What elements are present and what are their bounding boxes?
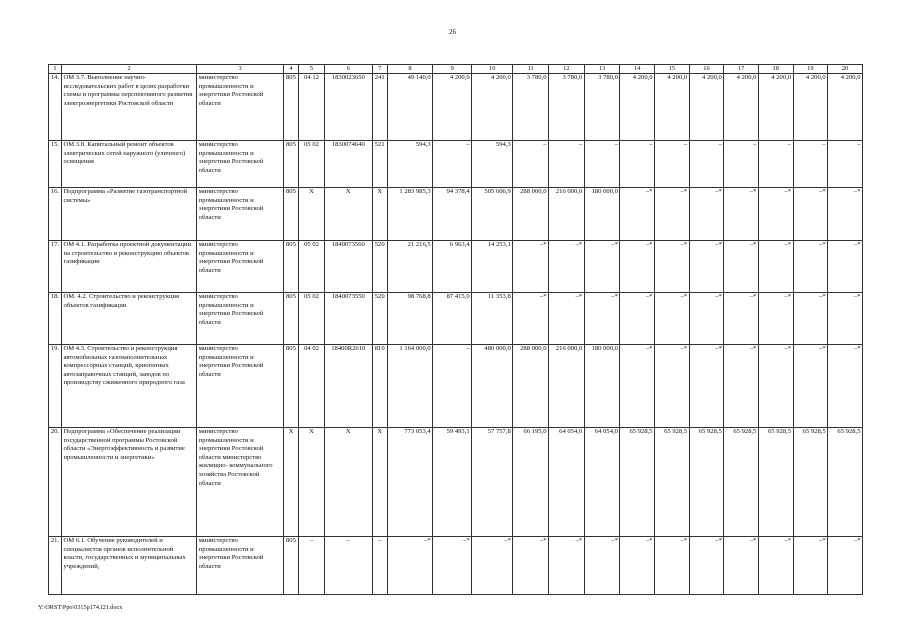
- table-cell: 4 200,0: [620, 74, 655, 141]
- file-path-footer: Y:\ORST\Ppo\0315p174.f21.docx: [38, 604, 123, 611]
- column-number-11: 11: [513, 65, 549, 74]
- responsible-executor: министерство промышленности и энергетики Ростовской области: [197, 74, 284, 141]
- table-cell: 66 195,0: [513, 428, 549, 537]
- responsible-executor: министерство промышленности и энергетики Ростовской области: [197, 345, 284, 428]
- table-cell: 05 02: [299, 293, 325, 345]
- table-cell: 04 12: [299, 74, 325, 141]
- table-cell: 4 200,0: [828, 74, 863, 141]
- table-cell: 1 283 985,3: [387, 188, 432, 241]
- table-cell: –*: [655, 537, 690, 595]
- table-cell: –*: [549, 241, 585, 293]
- page-number: 26: [449, 28, 456, 36]
- measure-name: ОМ 3.7. Выполнение научно- исследовательских работ в целях разработки схемы и программы перспективного развития электроэнергетики Ростовской области: [61, 74, 196, 141]
- table-cell: –: [433, 345, 472, 428]
- table-cell: 05 02: [299, 141, 325, 188]
- table-cell: 805: [283, 293, 298, 345]
- table-cell: –: [724, 141, 759, 188]
- table-cell: 98 768,8: [387, 293, 432, 345]
- table-cell: –*: [724, 188, 759, 241]
- table-body: [49, 65, 863, 595]
- table-cell: 4 200,0: [655, 74, 690, 141]
- table-cell: –: [828, 141, 863, 188]
- table-cell: 94 378,4: [433, 188, 472, 241]
- table-cell: –*: [724, 345, 759, 428]
- table-cell: –*: [472, 537, 513, 595]
- table-cell: 288 000,0: [513, 188, 549, 241]
- table-cell: 64 054,0: [584, 428, 620, 537]
- table-cell: 14 253,1: [472, 241, 513, 293]
- column-number-4: 4: [283, 65, 298, 74]
- table-cell: –*: [828, 188, 863, 241]
- table-cell: –*: [620, 293, 655, 345]
- row-number: 16.: [49, 188, 62, 241]
- row-number: 14.: [49, 74, 62, 141]
- table-cell: X: [372, 188, 387, 241]
- table-cell: 4 200,0: [758, 74, 793, 141]
- table-cell: –*: [513, 241, 549, 293]
- column-number-16: 16: [689, 65, 724, 74]
- column-number-1: 1: [49, 65, 62, 74]
- table-cell: 4 200,0: [472, 74, 513, 141]
- table-row: [49, 241, 863, 293]
- table-cell: 594,3: [387, 141, 432, 188]
- table-cell: 65 928,5: [793, 428, 828, 537]
- table-cell: –*: [724, 241, 759, 293]
- table-cell: 288 000,0: [513, 345, 549, 428]
- row-number: 18.: [49, 293, 62, 345]
- table-cell: 216 000,0: [549, 345, 585, 428]
- table-cell: –*: [793, 241, 828, 293]
- table-cell: 773 053,4: [387, 428, 432, 537]
- table-cell: –: [324, 537, 372, 595]
- column-number-12: 12: [549, 65, 585, 74]
- table-cell: 805: [283, 188, 298, 241]
- column-number-10: 10: [472, 65, 513, 74]
- table-cell: 805: [283, 537, 298, 595]
- table-cell: 4 200,0: [689, 74, 724, 141]
- table-cell: –*: [828, 241, 863, 293]
- table-cell: 520: [372, 293, 387, 345]
- table-cell: 6 963,4: [433, 241, 472, 293]
- column-number-5: 5: [299, 65, 325, 74]
- table-cell: 65 928,5: [724, 428, 759, 537]
- column-number-row: [49, 65, 863, 74]
- table-cell: 65 928,5: [828, 428, 863, 537]
- measure-name: ОМ 4.1. Разработка проектной документации на строительство и реконструкцию объектов газификации: [61, 241, 196, 293]
- column-number-8: 8: [387, 65, 432, 74]
- column-number-18: 18: [758, 65, 793, 74]
- table-cell: X: [324, 428, 372, 537]
- table-cell: –*: [513, 293, 549, 345]
- table-cell: –*: [724, 537, 759, 595]
- responsible-executor: министерство промышленности и энергетики Ростовской области: [197, 141, 284, 188]
- table-cell: 57 757,8: [472, 428, 513, 537]
- table-cell: –*: [620, 537, 655, 595]
- table-cell: 59 493,1: [433, 428, 472, 537]
- table-cell: 1840073560: [324, 241, 372, 293]
- table-cell: –: [299, 537, 325, 595]
- row-number: 17.: [49, 241, 62, 293]
- table-cell: –: [584, 141, 620, 188]
- table-cell: –: [620, 141, 655, 188]
- table-cell: 180 000,0: [584, 188, 620, 241]
- table-cell: 65 928,5: [758, 428, 793, 537]
- table-cell: X: [324, 188, 372, 241]
- table-cell: –*: [793, 188, 828, 241]
- table-cell: 805: [283, 345, 298, 428]
- table-cell: –*: [655, 241, 690, 293]
- table-cell: 241: [372, 74, 387, 141]
- table-cell: 87 415,0: [433, 293, 472, 345]
- table-cell: 594,3: [472, 141, 513, 188]
- table-cell: –*: [724, 293, 759, 345]
- table-cell: –: [793, 141, 828, 188]
- table-cell: 65 928,5: [620, 428, 655, 537]
- table-cell: –*: [584, 537, 620, 595]
- table-cell: –*: [433, 537, 472, 595]
- table-cell: 4 200,0: [724, 74, 759, 141]
- table-cell: 1840073550: [324, 293, 372, 345]
- table-cell: –*: [689, 293, 724, 345]
- measure-name: Подпрограмма «Обеспечение реализации государственной программы Ростовской области «Энергоэффективность и развитие промышленности и энергетики»: [61, 428, 196, 537]
- table-cell: 3 780,0: [584, 74, 620, 141]
- table-cell: 21 216,5: [387, 241, 432, 293]
- column-number-9: 9: [433, 65, 472, 74]
- table-cell: 480 000,0: [472, 345, 513, 428]
- table-cell: –*: [655, 345, 690, 428]
- table-row: [49, 537, 863, 595]
- row-number: 15.: [49, 141, 62, 188]
- measure-name: ОМ 4.3. Строительство и реконструкция автомобильных газонаполнительных компрессорных станций, криогенных автозаправочных станций, заводов по производству сжиженного природного газа: [61, 345, 196, 428]
- table-cell: –: [655, 141, 690, 188]
- table-cell: –*: [620, 188, 655, 241]
- table-cell: –*: [689, 345, 724, 428]
- table-cell: –*: [758, 345, 793, 428]
- table-cell: X: [283, 428, 298, 537]
- table-cell: –*: [689, 241, 724, 293]
- row-number: 19.: [49, 345, 62, 428]
- table-cell: 1 164 000,0: [387, 345, 432, 428]
- table-cell: 1830023650: [324, 74, 372, 141]
- table-cell: 505 606,9: [472, 188, 513, 241]
- table-cell: 520: [372, 241, 387, 293]
- table-cell: –*: [387, 537, 432, 595]
- responsible-executor: министерство промышленности и энергетики Ростовской области: [197, 188, 284, 241]
- column-number-17: 17: [724, 65, 759, 74]
- table-cell: –*: [793, 537, 828, 595]
- table-cell: –: [689, 141, 724, 188]
- table-cell: –*: [620, 241, 655, 293]
- table-cell: 810: [372, 345, 387, 428]
- table-cell: –*: [655, 188, 690, 241]
- table-cell: 49 140,0: [387, 74, 432, 141]
- table-row: [49, 188, 863, 241]
- table-cell: –*: [793, 293, 828, 345]
- table-cell: 64 054,0: [549, 428, 585, 537]
- responsible-executor: министерство промышленности и энергетики Ростовской области: [197, 293, 284, 345]
- table-row: [49, 293, 863, 345]
- table-cell: 18400R2610: [324, 345, 372, 428]
- table-cell: –*: [689, 537, 724, 595]
- row-number: 21.: [49, 537, 62, 595]
- table-cell: –*: [828, 345, 863, 428]
- table-row: [49, 428, 863, 537]
- column-number-15: 15: [655, 65, 690, 74]
- table-cell: 05 02: [299, 241, 325, 293]
- measure-name: ОМ 3.8. Капитальный ремонт объектов электрических сетей наружного (уличного) освещения: [61, 141, 196, 188]
- table-cell: –: [758, 141, 793, 188]
- table-cell: X: [299, 428, 325, 537]
- table-cell: –*: [758, 241, 793, 293]
- column-number-2: 2: [61, 65, 196, 74]
- table-cell: –*: [828, 293, 863, 345]
- table-cell: –*: [828, 537, 863, 595]
- table-cell: –*: [584, 241, 620, 293]
- table-cell: 04 02: [299, 345, 325, 428]
- column-number-6: 6: [324, 65, 372, 74]
- responsible-executor: министерство промышленности и энергетики Ростовской области: [197, 537, 284, 595]
- table-cell: –: [513, 141, 549, 188]
- table-cell: 1830074640: [324, 141, 372, 188]
- measure-name: ОМ. 4.2. Строительство и реконструкция объектов газификации: [61, 293, 196, 345]
- table-cell: –*: [793, 345, 828, 428]
- table-cell: 11 353,8: [472, 293, 513, 345]
- column-number-19: 19: [793, 65, 828, 74]
- table-cell: –*: [689, 188, 724, 241]
- table-cell: 805: [283, 141, 298, 188]
- table-cell: X: [299, 188, 325, 241]
- table-cell: 65 928,5: [689, 428, 724, 537]
- column-number-7: 7: [372, 65, 387, 74]
- table-cell: 3 780,0: [513, 74, 549, 141]
- table-cell: 805: [283, 74, 298, 141]
- table-cell: –*: [758, 188, 793, 241]
- table-cell: –*: [655, 293, 690, 345]
- table-row: [49, 345, 863, 428]
- table-cell: 65 928,5: [655, 428, 690, 537]
- table-cell: 216 000,0: [549, 188, 585, 241]
- table-cell: –*: [758, 293, 793, 345]
- table-cell: –*: [620, 345, 655, 428]
- table-cell: –*: [758, 537, 793, 595]
- column-number-14: 14: [620, 65, 655, 74]
- table-cell: –: [372, 537, 387, 595]
- measure-name: Подпрограмма «Развитие газотранспортной системы»: [61, 188, 196, 241]
- budget-table: [48, 64, 863, 595]
- table-cell: –: [433, 141, 472, 188]
- measure-name: ОМ 6.1. Обучение руководителей и специалистов органов исполнительной власти, государственных и муниципальных учреждений,: [61, 537, 196, 595]
- table-cell: 805: [283, 241, 298, 293]
- table-cell: 3 780,0: [549, 74, 585, 141]
- table-cell: X: [372, 428, 387, 537]
- table-cell: 4 200,0: [793, 74, 828, 141]
- table-row: [49, 141, 863, 188]
- column-number-13: 13: [584, 65, 620, 74]
- row-number: 20.: [49, 428, 62, 537]
- responsible-executor: министерство промышленности и энергетики Ростовской области: [197, 241, 284, 293]
- table-cell: –*: [549, 537, 585, 595]
- table-cell: 4 200,0: [433, 74, 472, 141]
- responsible-executor: министерство промышленности и энергетики Ростовской области министерство жилищно- коммунального хозяйства Ростовской области: [197, 428, 284, 537]
- table-cell: 180 000,0: [584, 345, 620, 428]
- table-row: [49, 74, 863, 141]
- table-cell: –: [549, 141, 585, 188]
- column-number-3: 3: [197, 65, 284, 74]
- table-cell: 521: [372, 141, 387, 188]
- table-cell: –*: [549, 293, 585, 345]
- table-cell: –*: [584, 293, 620, 345]
- table-cell: –*: [513, 537, 549, 595]
- column-number-20: 20: [828, 65, 863, 74]
